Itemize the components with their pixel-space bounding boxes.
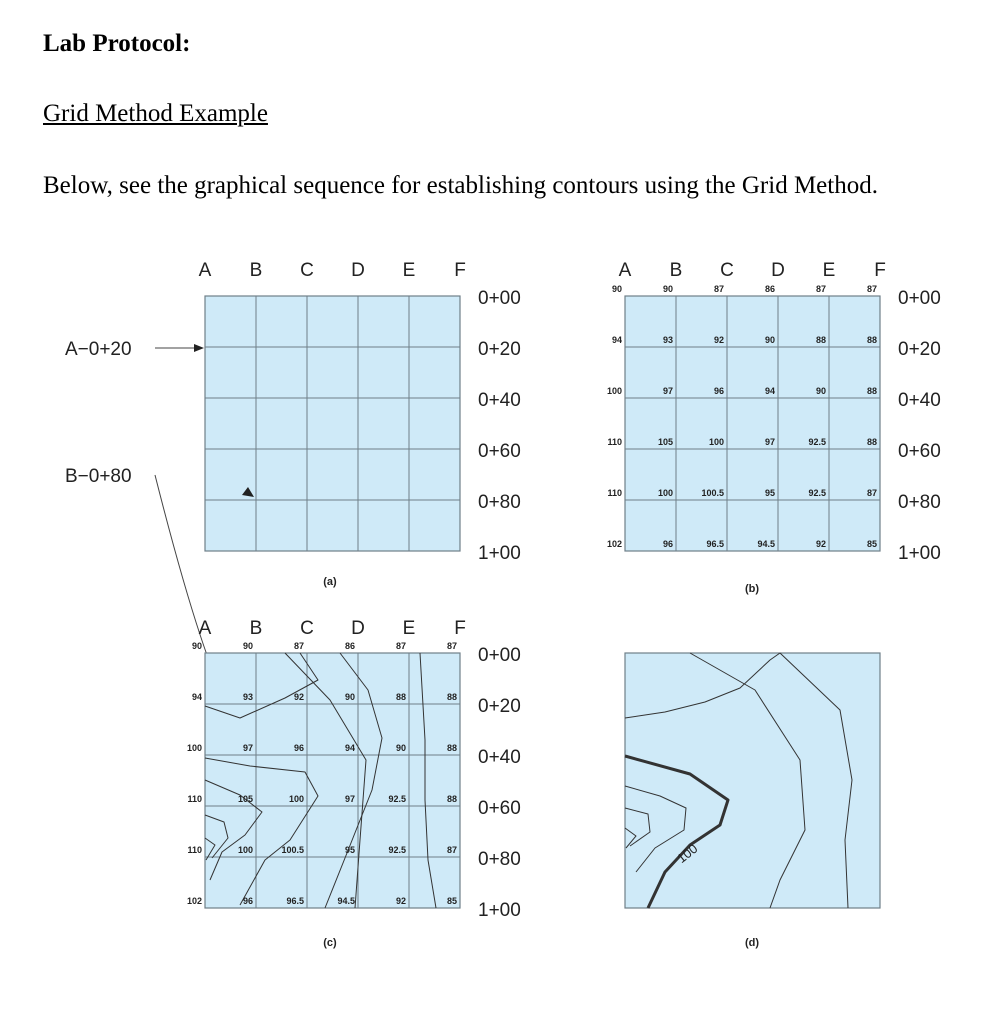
panel-c-elevation-value: 96.5 xyxy=(286,896,304,906)
panel-c-elevation-value: 110 xyxy=(187,794,202,804)
panel-c-elevation-value: 87 xyxy=(293,641,304,651)
panel-c-elevation-value: 92.5 xyxy=(388,845,406,855)
panel-b-elevation-value: 90 xyxy=(764,335,775,345)
panel-b-column-label: B xyxy=(669,260,683,281)
panel-c-elevation-value: 100 xyxy=(237,845,253,855)
panel-b-elevation-value: 85 xyxy=(866,539,877,549)
panel-b-elevation-value: 100 xyxy=(657,488,673,498)
panel-c-elevation-value: 94 xyxy=(344,743,355,753)
panel-c-elevation-value: 85 xyxy=(446,896,457,906)
panel-b-elevation-value: 92 xyxy=(815,539,826,549)
panel-c-elevation-value: 95 xyxy=(344,845,355,855)
panel-c-elevation-value: 87 xyxy=(395,641,406,651)
panel-b-elevation-value: 92 xyxy=(713,335,724,345)
panel-b-station-label: 1+00 xyxy=(898,543,941,564)
panel-a-column-label: A xyxy=(198,260,212,281)
panel-a-station-label: 0+00 xyxy=(478,288,521,309)
panel-c-elevation-value: 90 xyxy=(344,692,355,702)
panel-b-elevation-value: 97 xyxy=(764,437,775,447)
panel-b-elevation-value: 102 xyxy=(606,539,622,549)
panel-b-station-label: 0+40 xyxy=(898,390,941,411)
panel-c-elevation-value: 97 xyxy=(344,794,355,804)
panel-a-column-label: C xyxy=(300,260,314,281)
section-subheading: Grid Method Example xyxy=(43,100,268,127)
caption-d: (d) xyxy=(744,937,760,949)
panel-b-elevation-value: 87 xyxy=(815,284,826,294)
panel-c-elevation-value: 94 xyxy=(191,692,202,702)
panel-b-elevation-value: 90 xyxy=(662,284,673,294)
panel-b-elevation-value: 100 xyxy=(606,386,622,396)
panel-c-elevation-value: 90 xyxy=(395,743,406,753)
panel-b-elevation-value: 88 xyxy=(866,335,877,345)
panel-b-elevation-value: 110 xyxy=(607,488,622,498)
page-heading: Lab Protocol: xyxy=(43,30,191,57)
panel-c-elevation-value: 92 xyxy=(293,692,304,702)
panel-b-elevation-value: 93 xyxy=(662,335,673,345)
panel-c-elevation-value: 87 xyxy=(446,641,457,651)
panel-c-elevation-value: 88 xyxy=(446,794,457,804)
panel-b-elevation-value: 94.5 xyxy=(757,539,775,549)
panel-b-elevation-value: 87 xyxy=(866,284,877,294)
panel-b-column-label: D xyxy=(771,260,785,281)
panel-b-column-label: A xyxy=(618,260,632,281)
panel-b-elevation-value: 90 xyxy=(815,386,826,396)
panel-c-elevation-value: 100 xyxy=(186,743,202,753)
panel-c-elevation-value: 93 xyxy=(242,692,253,702)
panel-b-elevation-value: 96 xyxy=(713,386,724,396)
panel-c-column-label: E xyxy=(402,618,416,639)
panel-c-column-label: C xyxy=(300,618,314,639)
panel-a-column-label: F xyxy=(454,260,466,281)
panel-b-elevation-value: 87 xyxy=(866,488,877,498)
panel-c-station-label: 0+60 xyxy=(478,798,521,819)
caption-b: (b) xyxy=(744,583,760,595)
panel-b-station-label: 0+00 xyxy=(898,288,941,309)
panel-b-elevation-value: 88 xyxy=(866,437,877,447)
panel-b-elevation-value: 88 xyxy=(866,386,877,396)
panel-c-elevation-value: 96 xyxy=(293,743,304,753)
caption-a: (a) xyxy=(323,576,337,588)
panel-a-station-label: 0+60 xyxy=(478,441,521,462)
panel-a-column-label: D xyxy=(351,260,365,281)
panel-b-elevation-value: 92.5 xyxy=(808,437,826,447)
point-label-a-0-20: A−0+20 xyxy=(65,339,132,360)
panel-b-column-label: E xyxy=(822,260,836,281)
panel-b-elevation-value: 90 xyxy=(611,284,622,294)
panel-b-elevation-value: 110 xyxy=(607,437,622,447)
panel-b-elevation-value: 96.5 xyxy=(706,539,724,549)
panel-b-elevation-value: 94 xyxy=(611,335,622,345)
panel-c-station-label: 0+80 xyxy=(478,849,521,870)
panel-c-elevation-value: 92 xyxy=(395,896,406,906)
panel-c-elevation-value: 88 xyxy=(395,692,406,702)
panel-b-elevation-value: 95 xyxy=(764,488,775,498)
panel-c-station-label: 0+20 xyxy=(478,696,521,717)
panel-c-elevation-value: 105 xyxy=(237,794,253,804)
panel-c-column-label: B xyxy=(249,618,263,639)
panel-c-elevation-value: 87 xyxy=(446,845,457,855)
panel-a-station-label: 0+40 xyxy=(478,390,521,411)
panel-a-station-label: 1+00 xyxy=(478,543,521,564)
panel-d-background xyxy=(625,653,880,908)
panel-b-elevation-value: 86 xyxy=(764,284,775,294)
arrowhead-icon xyxy=(194,344,204,352)
panel-a-station-label: 0+20 xyxy=(478,339,521,360)
panel-c-elevation-value: 92.5 xyxy=(388,794,406,804)
panel-b-station-label: 0+60 xyxy=(898,441,941,462)
point-label-b-0-80: B−0+80 xyxy=(65,466,132,487)
panel-b-elevation-value: 94 xyxy=(764,386,775,396)
panel-c-station-label: 0+00 xyxy=(478,645,521,666)
panel-b-elevation-value: 88 xyxy=(815,335,826,345)
grid-method-figure xyxy=(0,240,988,960)
panel-c-elevation-value: 94.5 xyxy=(337,896,355,906)
panel-b-elevation-value: 96 xyxy=(662,539,673,549)
panel-b-column-label: F xyxy=(874,260,886,281)
contour-label-100: 100 xyxy=(674,840,701,867)
panel-b-station-label: 0+20 xyxy=(898,339,941,360)
panel-b-column-label: C xyxy=(720,260,734,281)
panel-b-elevation-value: 87 xyxy=(713,284,724,294)
panel-a-station-label: 0+80 xyxy=(478,492,521,513)
caption-c: (c) xyxy=(323,937,337,949)
panel-c-elevation-value: 97 xyxy=(242,743,253,753)
panel-c-column-label: A xyxy=(198,618,212,639)
panel-c-elevation-value: 96 xyxy=(242,896,253,906)
panel-c-elevation-value: 110 xyxy=(187,845,202,855)
panel-c-elevation-value: 86 xyxy=(344,641,355,651)
panel-c-elevation-value: 90 xyxy=(191,641,202,651)
panel-b-elevation-value: 105 xyxy=(657,437,673,447)
panel-c-elevation-value: 88 xyxy=(446,743,457,753)
panel-b-station-label: 0+80 xyxy=(898,492,941,513)
panel-a-column-label: E xyxy=(402,260,416,281)
panel-c-elevation-value: 100 xyxy=(288,794,304,804)
panel-c-elevation-value: 102 xyxy=(186,896,202,906)
panel-a-column-label: B xyxy=(249,260,263,281)
panel-c-elevation-value: 90 xyxy=(242,641,253,651)
panel-c-column-label: D xyxy=(351,618,365,639)
panel-c-station-label: 0+40 xyxy=(478,747,521,768)
panel-b-elevation-value: 100.5 xyxy=(701,488,724,498)
panel-c-elevation-value: 100.5 xyxy=(281,845,304,855)
panel-b-elevation-value: 92.5 xyxy=(808,488,826,498)
panel-b-elevation-value: 100 xyxy=(708,437,724,447)
panel-c-station-label: 1+00 xyxy=(478,900,521,921)
panel-c-elevation-value: 88 xyxy=(446,692,457,702)
panel-a-background xyxy=(205,296,460,551)
intro-paragraph: Below, see the graphical sequence for establishing contours using the Grid Method. xyxy=(43,172,878,199)
panel-c-column-label: F xyxy=(454,618,466,639)
panel-b-elevation-value: 97 xyxy=(662,386,673,396)
